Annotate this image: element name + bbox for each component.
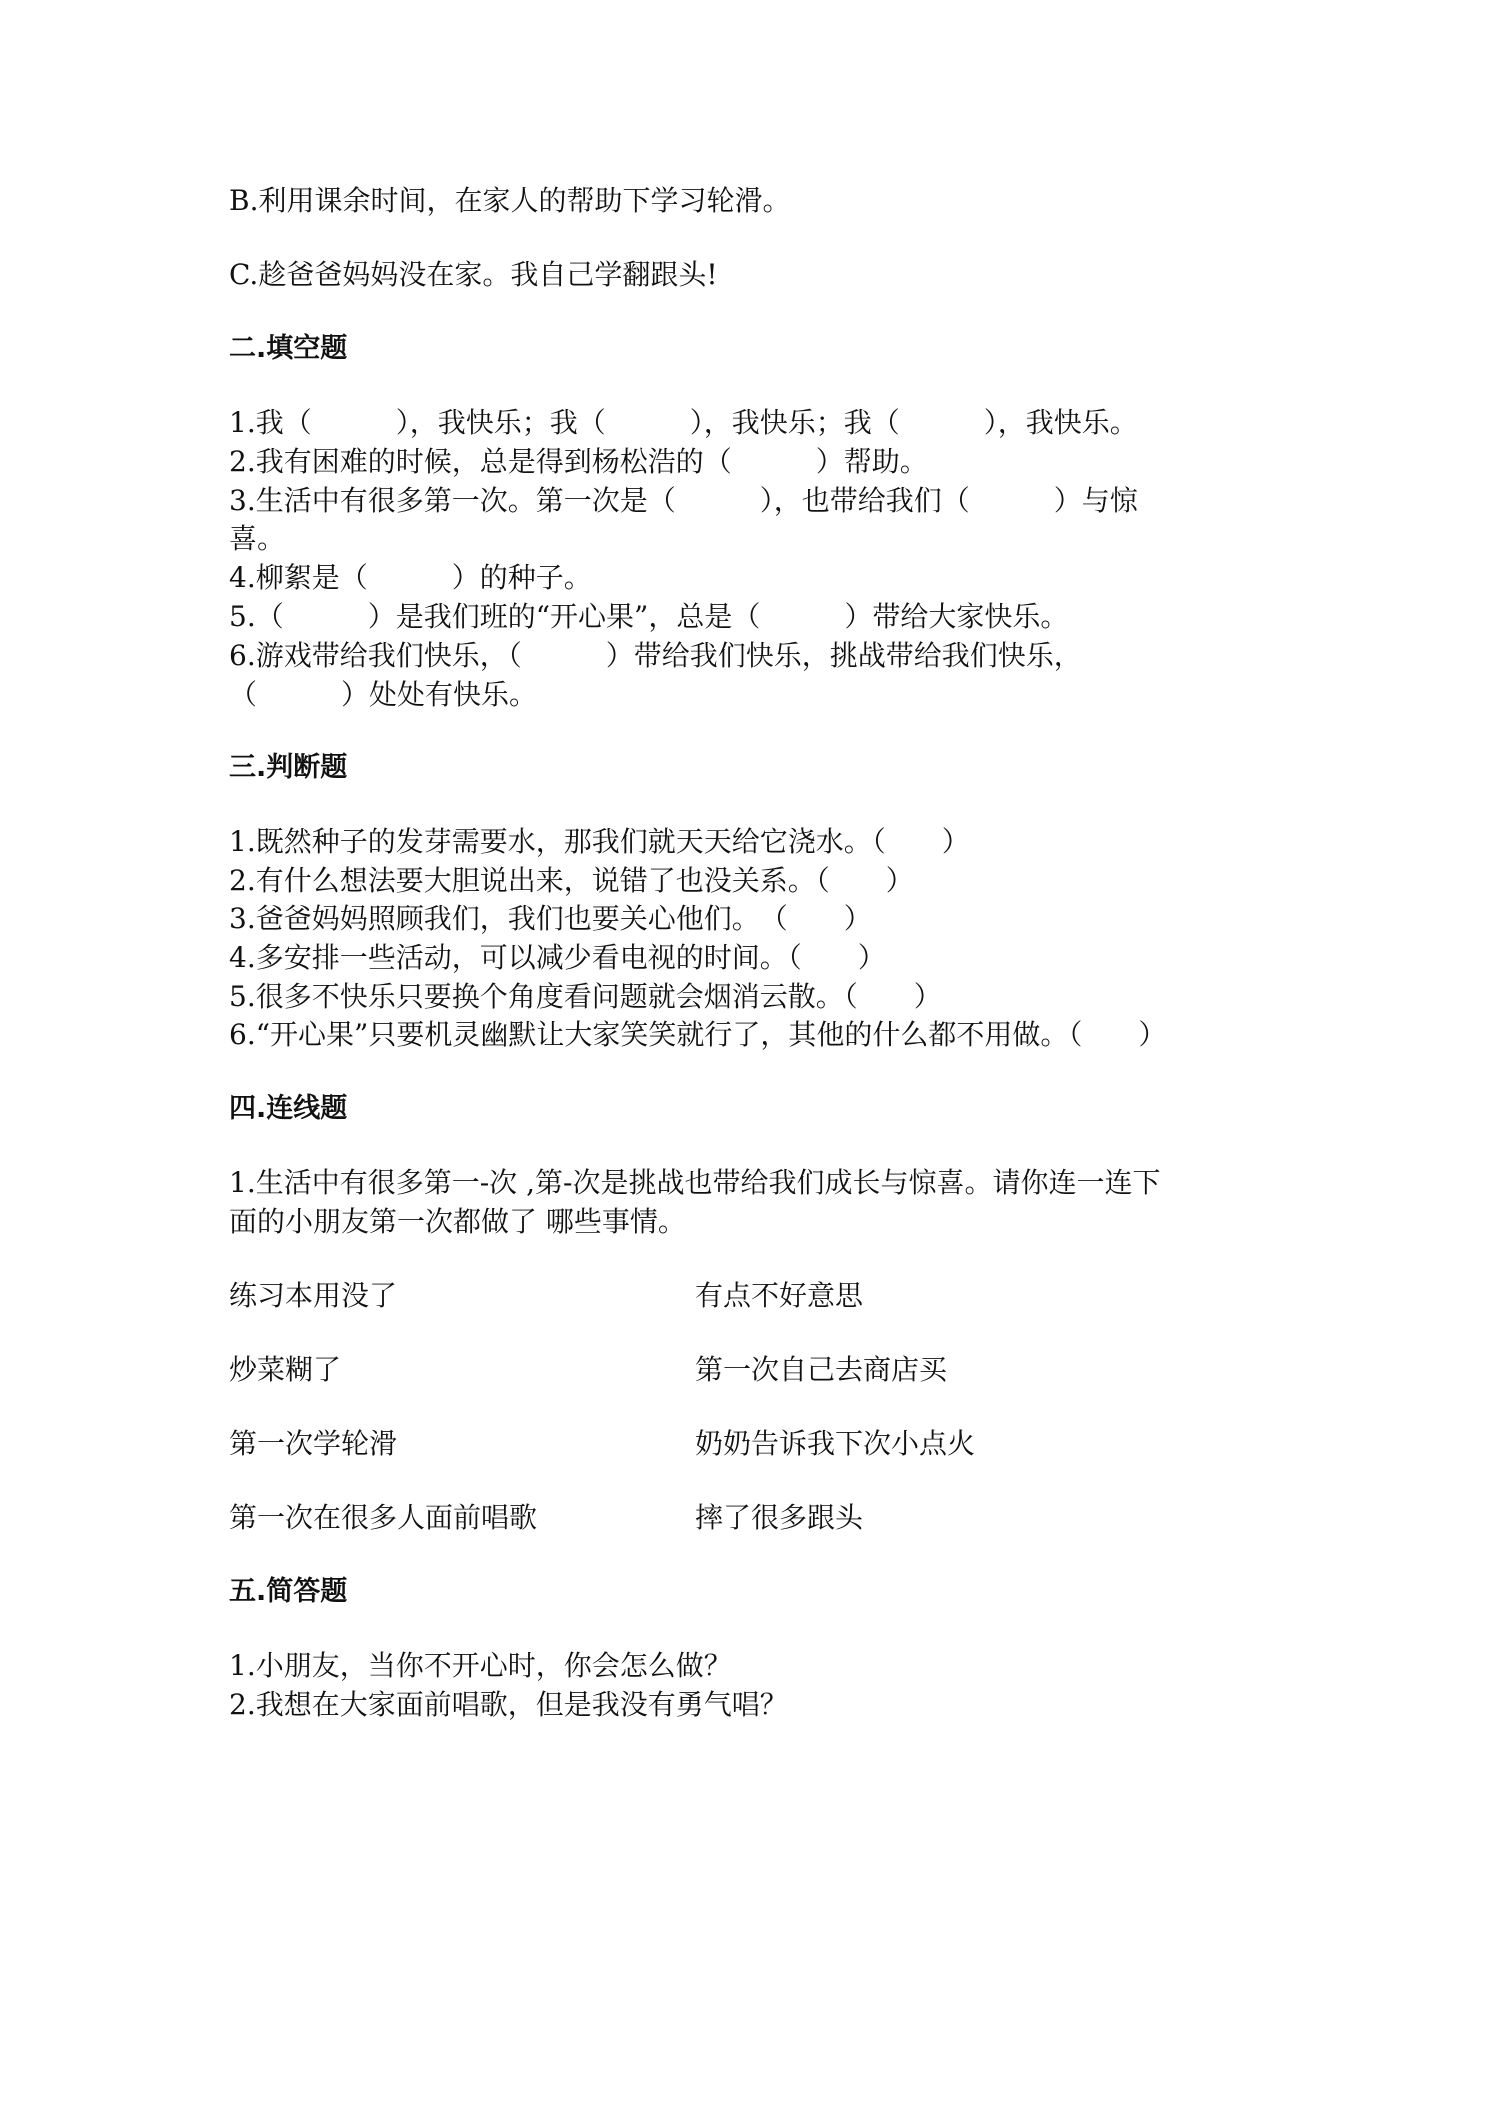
short-answer-line: 2.我想在大家面前唱歌，但是我没有勇气唱？ [229, 1688, 788, 1721]
fill-blank-line: （ ）处处有快乐。 [229, 678, 538, 711]
section-heading-short-answer: 五.简答题 [229, 1576, 348, 1607]
matching-right-item[interactable]: 奶奶告诉我下次小点火 [695, 1427, 976, 1460]
matching-right-item[interactable]: 摔了很多跟头 [695, 1501, 864, 1534]
matching-left-item[interactable]: 第一次在很多人面前唱歌 [229, 1501, 538, 1534]
matching-left-item[interactable]: 练习本用没了 [229, 1279, 398, 1312]
true-false-line: 6.“开心果”只要机灵幽默让大家笑笑就行了，其他的什么都不用做。（ ） [229, 1018, 1167, 1051]
fill-blank-line: 4.柳絮是（ ）的种子。 [229, 561, 592, 594]
short-answer-line: 1.小朋友，当你不开心时，你会怎么做？ [229, 1649, 732, 1682]
fill-blank-line: 5.（ ）是我们班的“开心果”，总是（ ）带给大家快乐。 [229, 600, 1069, 633]
fill-blank-line: 1.我（ ），我快乐；我（ ），我快乐；我（ ），我快乐。 [229, 406, 1138, 439]
matching-question-line: 面的小朋友第一次都做了 哪些事情。 [229, 1205, 686, 1238]
true-false-line: 3.爸爸妈妈照顾我们，我们也要关心他们。 （ ） [229, 902, 872, 935]
matching-right-item[interactable]: 第一次自己去商店买 [695, 1353, 948, 1386]
section-heading-matching: 四.连线题 [229, 1093, 348, 1124]
true-false-line: 1.既然种子的发芽需要水，那我们就天天给它浇水。（ ） [229, 825, 970, 858]
fill-blank-line: 2.我有困难的时候，总是得到杨松浩的（ ）帮助。 [229, 445, 928, 478]
matching-left-item[interactable]: 炒菜糊了 [229, 1353, 342, 1386]
matching-right-item[interactable]: 有点不好意思 [695, 1279, 864, 1312]
true-false-line: 5.很多不快乐只要换个角度看问题就会烟消云散。（ ） [229, 980, 942, 1013]
fill-blank-line: 3.生活中有很多第一次。第一次是（ ），也带给我们（ ）与惊 [229, 484, 1138, 517]
section-heading-fill-blank: 二.填空题 [229, 333, 348, 364]
fill-blank-line: 喜。 [229, 522, 286, 555]
fill-blank-line: 6.游戏带给我们快乐，（ ）带给我们快乐，挑战带给我们快乐， [229, 639, 1082, 672]
option-b: B.利用课余时间，在家人的帮助下学习轮滑。 [229, 184, 791, 217]
matching-left-item[interactable]: 第一次学轮滑 [229, 1427, 398, 1460]
true-false-line: 2.有什么想法要大胆说出来，说错了也没关系。（ ） [229, 864, 914, 897]
true-false-line: 4.多安排一些活动，可以减少看电视的时间。（ ） [229, 941, 886, 974]
option-c: C.趁爸爸妈妈没在家。我自己学翻跟头! [229, 258, 718, 291]
matching-question-line: 1.生活中有很多第一-次 ,第-次是挑战也带给我们成长与惊喜。请你连一连下 [229, 1166, 1161, 1199]
section-heading-true-false: 三.判断题 [229, 752, 348, 783]
